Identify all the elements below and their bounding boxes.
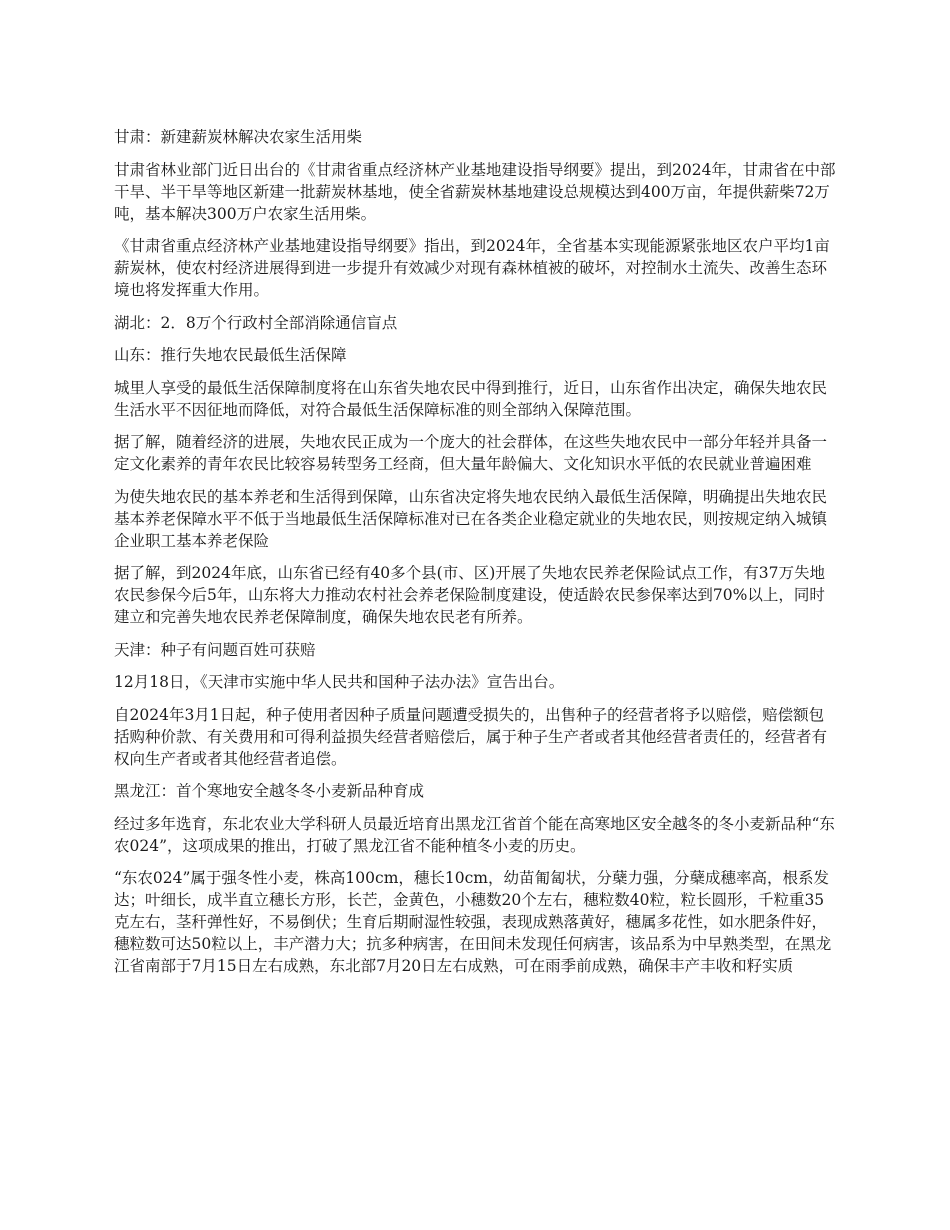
paragraph: 自2024年3月1日起，种子使用者因种子质量问题遭受损失的，出售种子的经营者将予以赔偿，赔偿额包括购种价款、有关费用和可得利益损失经营者赔偿后，属于种子生产者或者其他经营者责任的，经营者有权向生产者或者其他经营者追偿。 (114, 705, 828, 768)
paragraph: 12月18日，《天津市实施中华人民共和国种子法办法》宣告出台。 (114, 673, 565, 691)
document-body (114, 126, 838, 988)
paragraph: 经过多年选育，东北农业大学科研人员最近培育出黑龙江省首个能在高寒地区安全越冬的冬小麦新品种“东农024”，这项成果的推出，打破了黑龙江省不能种植冬小麦的历史。 (114, 814, 835, 855)
section-heading-heilongjiang: 黑龙江：首个寒地安全越冬冬小麦新品种育成 (114, 782, 425, 800)
section-heading-shandong: 山东：推行失地农民最低生活保障 (114, 346, 347, 364)
paragraph: 甘肃省林业部门近日出台的《甘肃省重点经济林产业基地建设指导纲要》提出，到2024年，甘肃省在中部干旱、半干旱等地区新建一批薪炭林基地，使全省薪炭林基地建设总规模达到400万亩，年提供薪柴72万吨，基本解决300万户农家生活用柴。 (114, 160, 836, 223)
paragraph: 《甘肃省重点经济林产业基地建设指导纲要》指出，到2024年，全省基本实现能源紧张地区农户平均1亩薪炭林，使农村经济进展得到进一步提升有效减少对现有森林植被的破坏，对控制水土流失、改善生态环境也将发挥重大作用。 (114, 237, 830, 299)
paragraph: 据了解，到2024年底，山东省已经有40多个县(市、区)开展了失地农民养老保险试点工作，有37万失地农民参保今后5年，山东将大力推动农村社会养老保险制度建设，使适龄农民参保率达到70%以上，同时建立和完善失地农民养老保障制度，确保失地农民老有所养。 (114, 564, 825, 626)
paragraph: “东农024”属于强冬性小麦，株高100cm，穗长10cm，幼苗匍匐状，分蘖力强，分蘖成穗率高，根系发达；叶细长，成半直立穗长方形，长芒，金黄色，小穗数20个左右，穗粒数40粒，粒长圆形，千粒重35克左右，茎秆弹性好，不易倒伏；生育后期耐湿性较强，表现成熟落黄好，穗属多花性，如水肥条件好，穗粒数可达50粒以上，丰产潜力大；抗多种病害，在田间未发现任何病害，该品系为中早熟类型，在黑龙江省南部于7月15日左右成熟，东北部7月20日左右成熟，可在雨季前成熟，确保丰产丰收和籽实质 (114, 869, 832, 975)
section-heading-gansu: 甘肃：新建薪炭林解决农家生活用柴 (114, 128, 363, 146)
paragraph: 为使失地农民的基本养老和生活得到保障，山东省决定将失地农民纳入最低生活保障，明确提出失地农民基本养老保障水平不低于当地最低生活保障标准对已在各类企业稳定就业的失地农民，则按规定纳入城镇企业职工基本养老保险 (114, 487, 828, 550)
section-heading-hubei: 湖北：2．8万个行政村全部消除通信盲点 (114, 313, 398, 332)
paragraph: 据了解，随着经济的进展，失地农民正成为一个庞大的社会群体，在这些失地农民中一部分年轻并具备一定文化素养的青年农民比较容易转型务工经商，但大量年龄偏大、文化知识水平低的农民就业普遍困难 (114, 433, 828, 473)
paragraph: 城里人享受的最低生活保障制度将在山东省失地农民中得到推行，近日，山东省作出决定，确保失地农民生活水平不因征地而降低，对符合最低生活保障标准的则全部纳入保障范围。 (114, 378, 828, 419)
section-heading-tianjin: 天津：种子有问题百姓可获赔 (114, 640, 316, 659)
